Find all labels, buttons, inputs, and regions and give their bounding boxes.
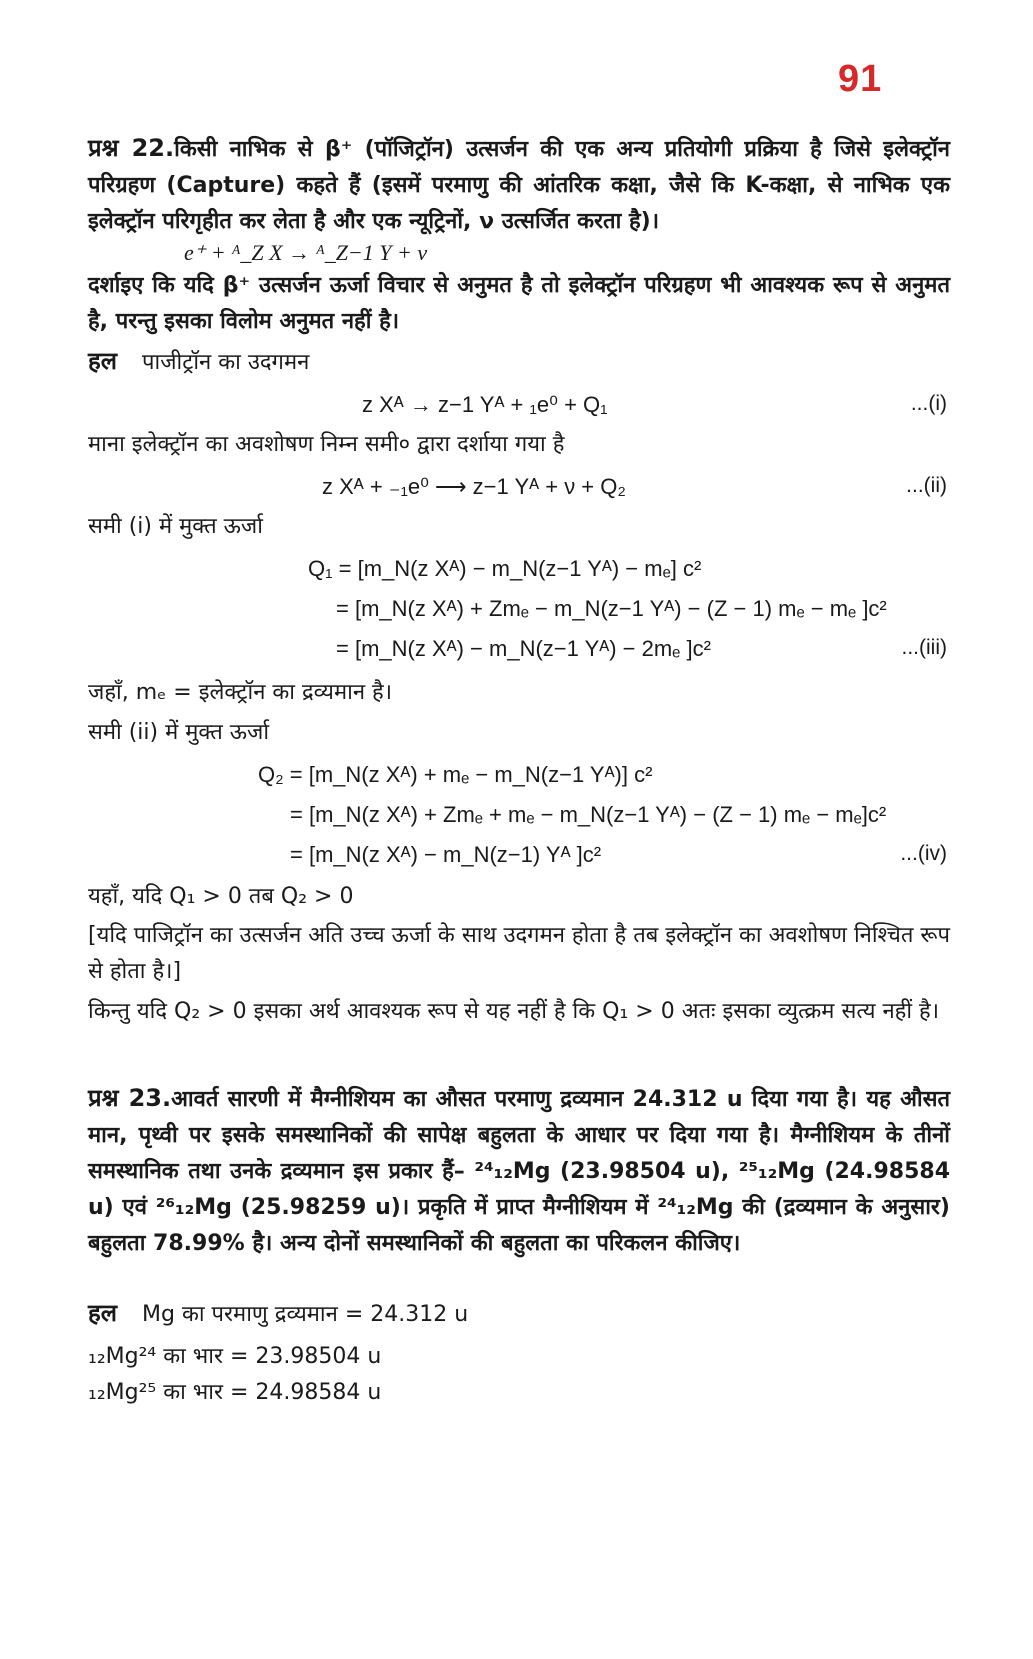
q1-line-2: = [m_N(z Xᴬ) + Zmₑ − m_N(z−1 Yᴬ) − (Z − 1) mₑ − mₑ ]c² <box>336 596 887 621</box>
equation-3-number: ...(iii) <box>901 636 947 659</box>
question-22-reaction: e⁺ + ᴬ_Z X → ᴬ_Z−1 Y + ν <box>184 240 428 265</box>
question-22-ask: दर्शाइए कि यदि β⁺ उत्सर्जन ऊर्जा विचार से अनुमत है तो इलेक्ट्रॉन परिग्रहण भी आवश्यक रूप से अनुमत है, परन्तु इसका विलोम अनुमत नहीं है। <box>88 273 950 334</box>
equation-2-number: ...(ii) <box>906 474 947 497</box>
solution-23-header <box>88 1296 468 1329</box>
electron-mass-note: जहाँ, mₑ = इलेक्ट्रॉन का द्रव्यमान है। <box>88 680 393 705</box>
q2-line-3: = [m_N(z Xᴬ) − m_N(z−1) Yᴬ ]c² <box>290 842 602 867</box>
condition-text: यहाँ, यदि Q₁ > 0 तब Q₂ > 0 <box>88 884 354 909</box>
solution-23-label: हल <box>88 1299 118 1327</box>
q1-line-1: Q₁ = [m_N(z Xᴬ) − m_N(z−1 Yᴬ) − mₑ] c² <box>308 556 702 581</box>
solution-22-header <box>88 344 309 377</box>
equation-4-number: ...(iv) <box>900 842 947 865</box>
free-energy-eq1: समी (i) में मुक्त ऊर्जा <box>88 514 263 539</box>
equation-1-number: ...(i) <box>910 392 947 415</box>
equation-2: z Xᴬ + ₋₁e⁰ ⟶ z−1 Yᴬ + ν + Q₂ <box>322 474 626 499</box>
q2-line-1: Q₂ = [m_N(z Xᴬ) + mₑ − m_N(z−1 Yᴬ)] c² <box>258 762 653 787</box>
solution-22-intro: पाजीट्रॉन का उदगमन <box>142 350 310 375</box>
page-number: 91 <box>838 58 883 100</box>
q2-line-2: = [m_N(z Xᴬ) + Zmₑ + mₑ − m_N(z−1 Yᴬ) − (Z − 1) mₑ − mₑ]c² <box>290 802 887 827</box>
solution-23-line-3: ₁₂Mg²⁵ का भार = 24.98584 u <box>88 1380 382 1405</box>
question-23-text: आवर्त सारणी में मैग्नीशियम का औसत परमाणु द्रव्यमान 24.312 u दिया गया है। यह औसत मान, पृथ्वी पर इसके समस्थानिकों की सापेक्ष बहुलता के आधार पर दिया गया है। मैग्नीशियम के तीनों समस्थानिक तथा उनके द्रव्यमान इस प्रकार हैं– ²⁴₁₂Mg (23.98504 u), ²⁵₁₂Mg (24.98584 u) एवं ²⁶₁₂Mg (25.98259 u)। प्रकृति में प्राप्त मैग्नीशियम में ²⁴₁₂Mg की (द्रव्यमान के अनुसार) बहुलता 78.99% है। अन्य दोनों समस्थानिकों की बहुलता का परिकलन कीजिए। <box>88 1087 950 1256</box>
question-22 <box>88 130 950 240</box>
q1-line-3: = [m_N(z Xᴬ) − m_N(z−1 Yᴬ) − 2mₑ ]c² <box>336 636 711 661</box>
solution-23-line-1: Mg का परमाणु द्रव्यमान = 24.312 u <box>142 1302 469 1327</box>
question-22-label: प्रश्न 22. <box>88 134 175 162</box>
equation-1: z Xᴬ → z−1 Yᴬ + ₁e⁰ + Q₁ <box>362 392 608 417</box>
solution-23-line-2: ₁₂Mg²⁴ का भार = 23.98504 u <box>88 1344 382 1369</box>
question-22-text: किसी नाभिक से β⁺ (पॉजिट्रॉन) उत्सर्जन की एक अन्य प्रतियोगी प्रक्रिया है जिसे इलेक्ट्रॉन परिग्रहण (Capture) कहते हैं (इसमें परमाणु की आंतरिक कक्षा, जैसे कि K-कक्षा, से नाभिक एक इलेक्ट्रॉन परिगृहीत कर लेता है और एक न्यूट्रिनों, ν उत्सर्जित करता है)। <box>88 137 951 234</box>
free-energy-eq2: समी (ii) में मुक्त ऊर्जा <box>88 720 270 745</box>
converse-statement: किन्तु यदि Q₂ > 0 इसका अर्थ आवश्यक रूप से यह नहीं है कि Q₁ > 0 अतः इसका व्युत्क्रम सत्य नहीं है। <box>88 999 940 1024</box>
question-23 <box>88 1080 950 1262</box>
solution-22-label: हल <box>88 347 118 375</box>
absorption-text: माना इलेक्ट्रॉन का अवशोषण निम्न समी० द्वारा दर्शाया गया है <box>88 432 565 457</box>
bracket-note: [यदि पाजिट्रॉन का उत्सर्जन अति उच्च ऊर्जा के साथ उदगमन होता है तब इलेक्ट्रॉन का अवशोषण निश्चित रूप से होता है।] <box>88 923 950 984</box>
question-23-label: प्रश्न 23. <box>88 1084 172 1112</box>
